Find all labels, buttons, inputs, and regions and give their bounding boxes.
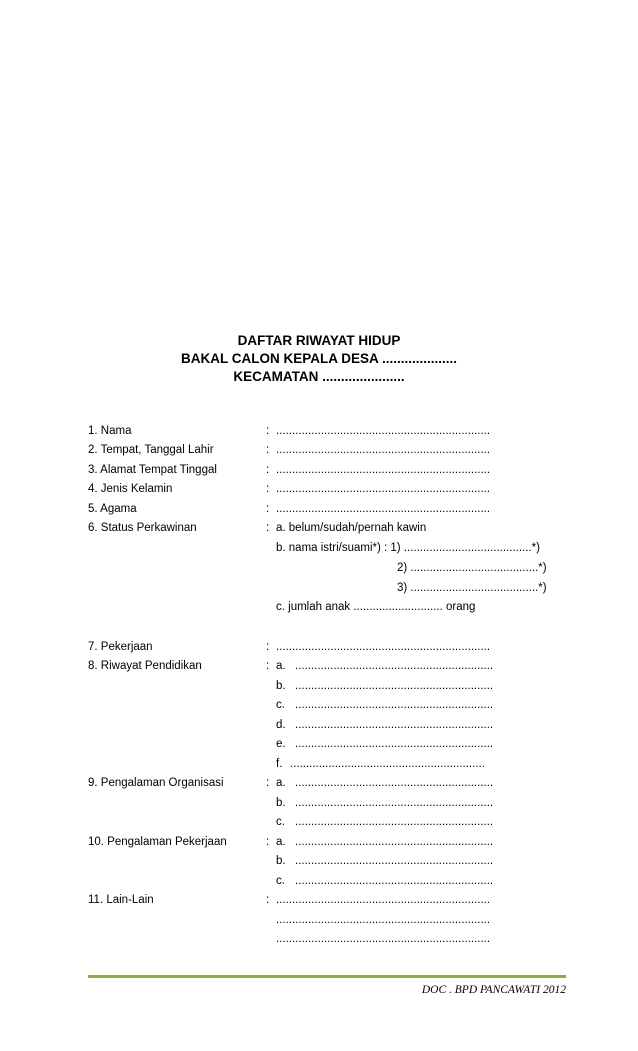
label-pengalaman-pekerjaan: 10. Pengalaman Pekerjaan <box>88 836 227 848</box>
field-organisasi-a[interactable]: .............................................................. <box>295 777 494 789</box>
letter-a: a. <box>276 660 286 672</box>
label-nama: 1. Nama <box>88 425 132 437</box>
letter-b: b. <box>276 797 286 809</box>
field-pekerjaan[interactable]: ................................................................... <box>276 641 491 653</box>
field-lain-lain-1[interactable]: ................................................................... <box>276 894 491 906</box>
field-nama-pasangan-1[interactable]: b. nama istri/suami*) : 1) ........................................*) <box>276 542 540 554</box>
letter-a: a. <box>276 836 286 848</box>
letter-f: f. <box>276 758 283 770</box>
label-agama: 5. Agama <box>88 503 137 515</box>
colon: : <box>266 483 270 495</box>
field-nama-pasangan-2[interactable]: 2) ........................................*) <box>397 562 547 574</box>
letter-d: d. <box>276 719 286 731</box>
letter-b: b. <box>276 855 286 867</box>
field-organisasi-b[interactable]: .............................................................. <box>295 797 494 809</box>
field-alamat[interactable]: ................................................................... <box>276 464 491 476</box>
field-pekerjaan-c[interactable]: .............................................................. <box>295 875 494 887</box>
field-pendidikan-a[interactable]: .............................................................. <box>295 660 494 672</box>
field-lain-lain-2[interactable]: ................................................................... <box>276 914 491 926</box>
field-nama[interactable]: ................................................................... <box>276 425 491 437</box>
doc-title: DAFTAR RIWAYAT HIDUP <box>237 333 401 348</box>
label-alamat: 3. Alamat Tempat Tinggal <box>88 464 217 476</box>
field-lain-lain-3[interactable]: ................................................................... <box>276 933 491 945</box>
letter-a: a. <box>276 777 286 789</box>
label-pengalaman-organisasi: 9. Pengalaman Organisasi <box>88 777 224 789</box>
colon: : <box>266 894 270 906</box>
colon: : <box>266 425 270 437</box>
label-lain-lain: 11. Lain-Lain <box>88 894 154 906</box>
field-jenis-kelamin[interactable]: ................................................................... <box>276 483 491 495</box>
letter-e: e. <box>276 738 286 750</box>
field-nama-pasangan-3[interactable]: 3) ........................................*) <box>397 582 547 594</box>
field-pendidikan-f[interactable]: ............................................................. <box>290 758 485 770</box>
footer-text: DOC . BPD PANCAWATI 2012 <box>421 984 566 996</box>
letter-c: c. <box>276 699 285 711</box>
field-organisasi-c[interactable]: .............................................................. <box>295 816 494 828</box>
field-pendidikan-d[interactable]: .............................................................. <box>295 719 494 731</box>
label-ttl: 2. Tempat, Tanggal Lahir <box>88 444 214 456</box>
field-pendidikan-b[interactable]: .............................................................. <box>295 680 494 692</box>
colon: : <box>266 444 270 456</box>
colon: : <box>266 641 270 653</box>
colon: : <box>266 836 270 848</box>
field-jumlah-anak[interactable]: c. jumlah anak ............................ orang <box>276 601 476 613</box>
status-option-a: a. belum/sudah/pernah kawin <box>276 522 427 534</box>
letter-c: c. <box>276 875 285 887</box>
footer-divider <box>88 975 566 978</box>
field-pekerjaan-b[interactable]: .............................................................. <box>295 855 494 867</box>
colon: : <box>266 464 270 476</box>
field-agama[interactable]: ................................................................... <box>276 503 491 515</box>
label-riwayat-pendidikan: 8. Riwayat Pendidikan <box>88 660 202 672</box>
colon: : <box>266 503 270 515</box>
doc-subtitle-desa: BAKAL CALON KEPALA DESA .................... <box>180 351 458 366</box>
label-status-perkawinan: 6. Status Perkawinan <box>88 522 197 534</box>
colon: : <box>266 660 270 672</box>
field-ttl[interactable]: ................................................................... <box>276 444 491 456</box>
letter-c: c. <box>276 816 285 828</box>
doc-subtitle-kecamatan: KECAMATAN ...................... <box>233 369 405 384</box>
label-jenis-kelamin: 4. Jenis Kelamin <box>88 483 173 495</box>
colon: : <box>266 522 270 534</box>
field-pendidikan-c[interactable]: .............................................................. <box>295 699 494 711</box>
field-pekerjaan-a[interactable]: .............................................................. <box>295 836 494 848</box>
colon: : <box>266 777 270 789</box>
field-pendidikan-e[interactable]: .............................................................. <box>295 738 494 750</box>
letter-b: b. <box>276 680 286 692</box>
label-pekerjaan: 7. Pekerjaan <box>88 641 153 653</box>
